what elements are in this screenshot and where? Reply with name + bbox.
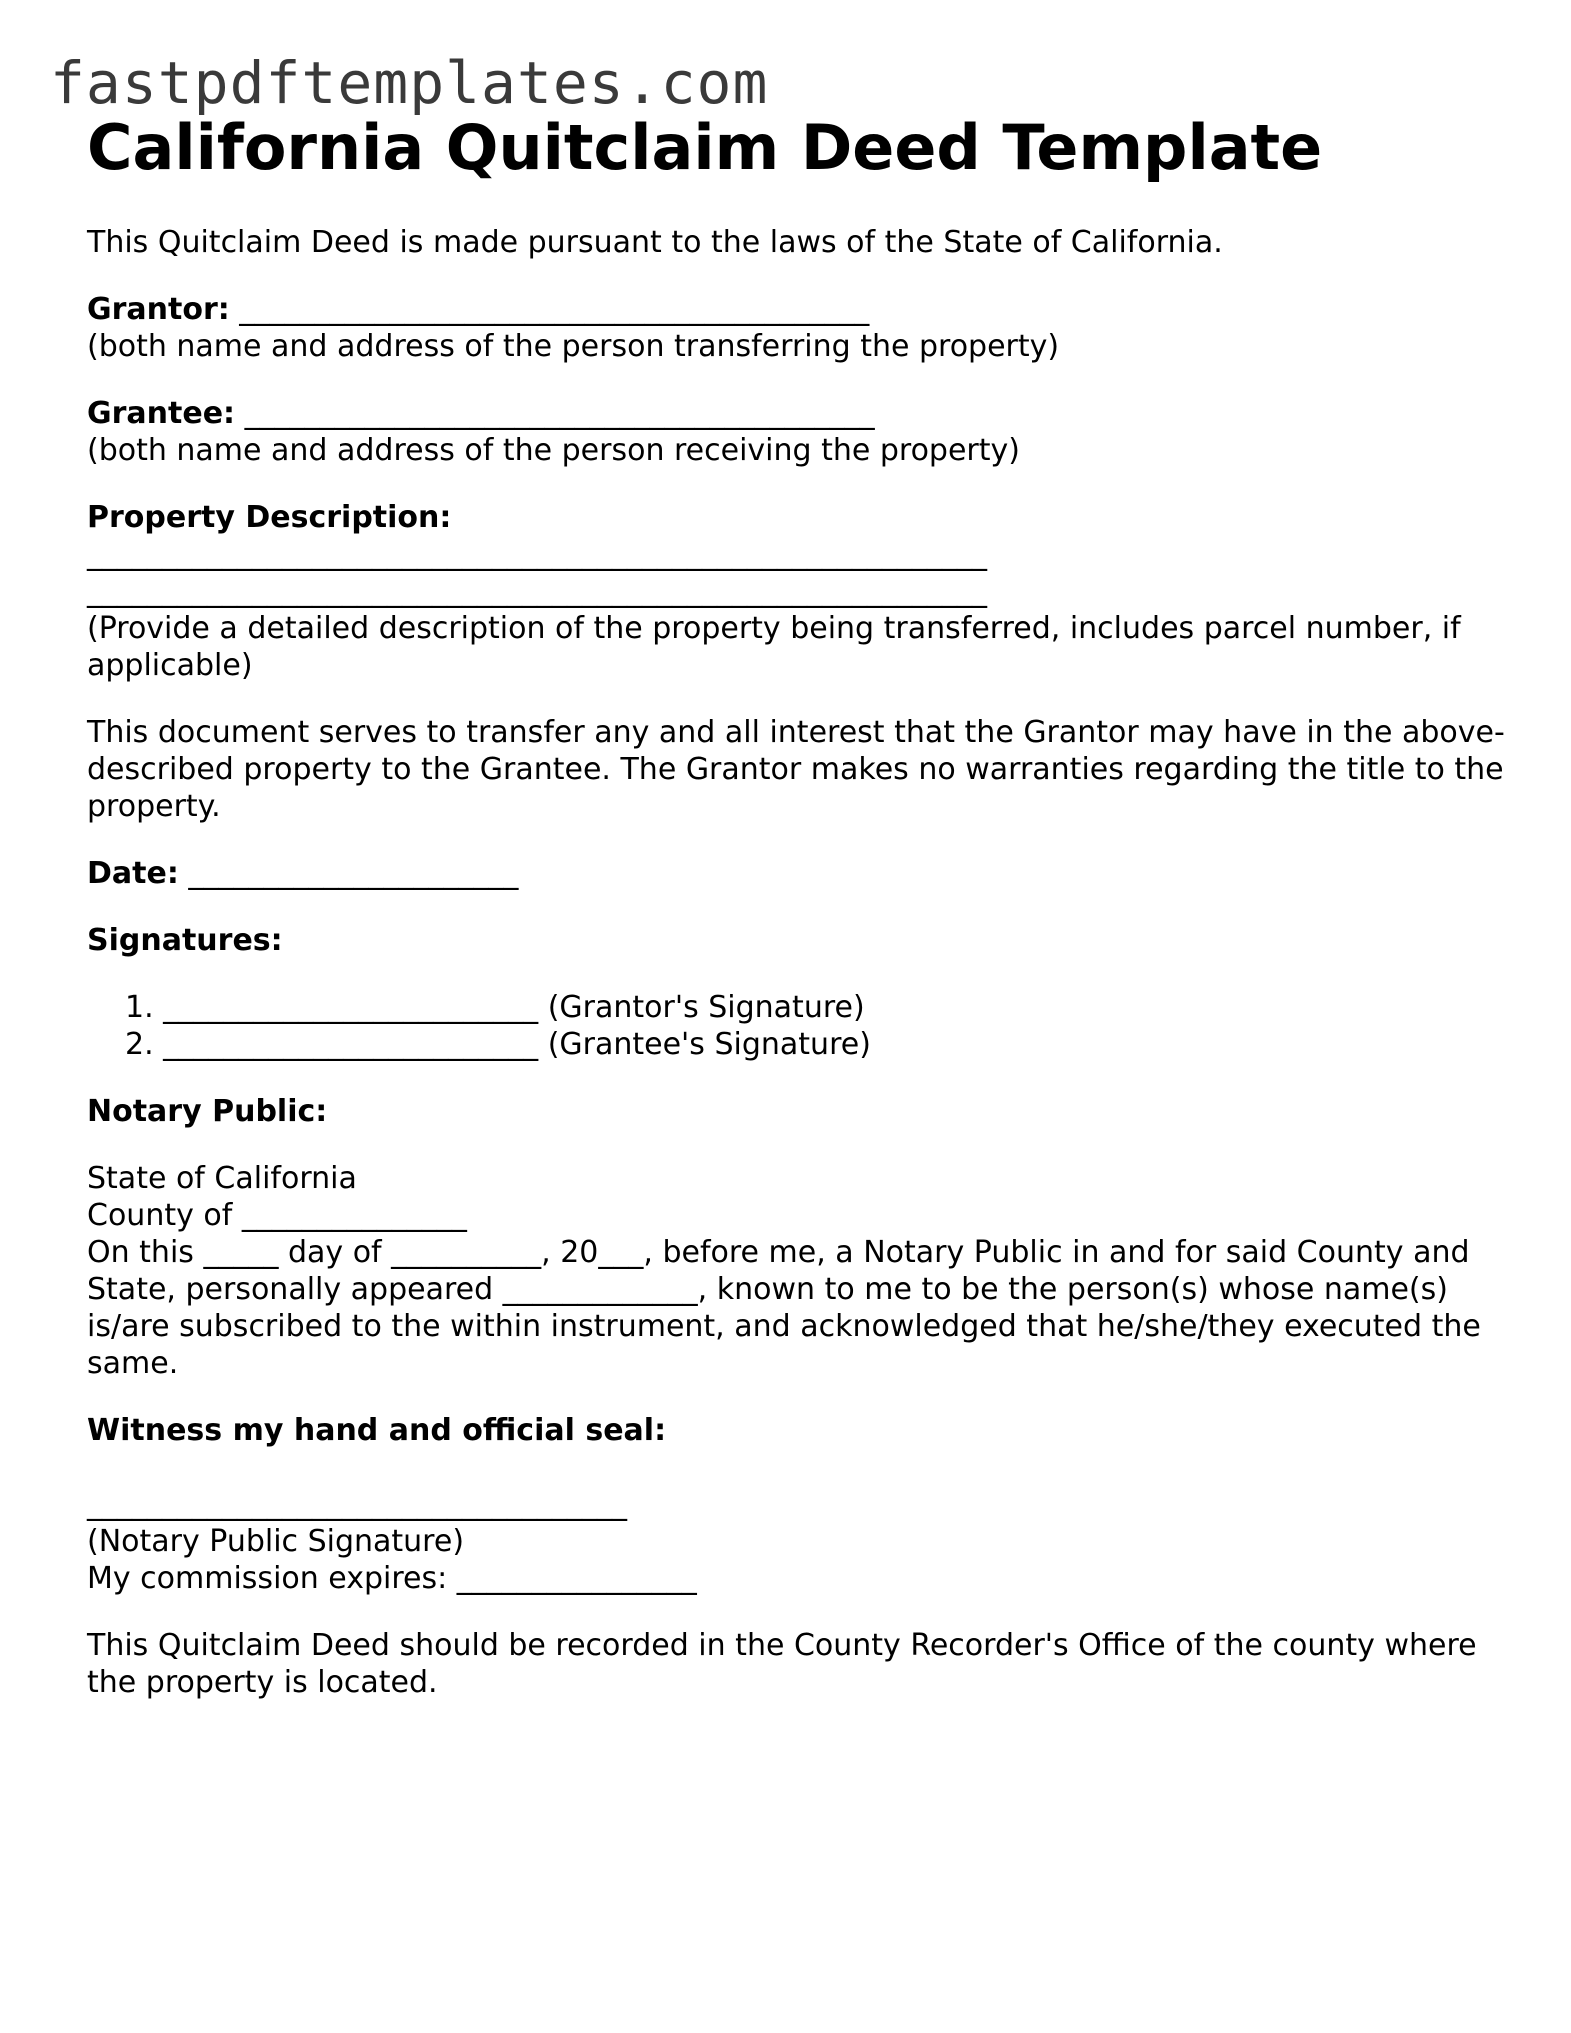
witness-label: Witness my hand and official seal: <box>87 1413 667 1448</box>
grantor-label: Grantor: <box>87 292 230 327</box>
grantor-section <box>87 291 1507 365</box>
property-label: Property Description: <box>87 500 452 535</box>
date-label: Date: <box>87 856 179 891</box>
notary-signature-caption: (Notary Public Signature) <box>87 1524 465 1559</box>
property-field-line-1[interactable]: ____________________________________________________________ <box>87 537 987 572</box>
document <box>87 112 1507 1731</box>
property-section <box>87 499 1507 684</box>
notary-acknowledgment: On this _____ day of __________, 20___, before me, a Notary Public in and for said County and State, personally appeared _____________, known to me to be the person(s) whose name(s) is/are subscribed to the within instrument, and acknowledged that he/she/they executed the same. <box>87 1235 1481 1381</box>
spacer <box>87 1449 1507 1486</box>
grantee-label: Grantee: <box>87 396 236 431</box>
grantee-field[interactable]: __________________________________________ <box>235 396 875 431</box>
date-field[interactable]: ______________________ <box>178 856 519 891</box>
grantee-section <box>87 395 1507 469</box>
commission-expires[interactable]: My commission expires: ________________ <box>87 1561 697 1596</box>
intro-text: This Quitclaim Deed is made pursuant to the laws of the State of California. <box>87 225 1223 260</box>
grantor-field[interactable]: __________________________________________ <box>229 292 870 327</box>
grantee-signature-line[interactable]: 2. _________________________ (Grantee's Signature) <box>125 1027 871 1062</box>
grantee-row <box>87 395 1507 432</box>
witness-section <box>87 1412 1507 1597</box>
transfer-statement: This document serves to transfer any and all interest that the Grantor may have in the above-described property to the Grantee. The Grantor makes no warranties regarding the title to the property. <box>87 715 1505 824</box>
recording-note: This Quitclaim Deed should be recorded in the County Recorder's Office of the county where the property is located. <box>87 1628 1477 1700</box>
grantor-signature-line[interactable]: 1. _________________________ (Grantor's Signature) <box>125 990 865 1025</box>
property-field-line-2[interactable]: ____________________________________________________________ <box>87 574 987 609</box>
notary-state: State of California <box>87 1161 357 1196</box>
notary-county[interactable]: County of _______________ <box>87 1198 467 1233</box>
grantor-note: (both name and address of the person transferring the property) <box>87 329 1060 364</box>
notary-label: Notary Public: <box>87 1094 328 1129</box>
signatures-label: Signatures: <box>87 923 283 958</box>
signature-list <box>87 989 1507 1063</box>
property-note: (Provide a detailed description of the property being transferred, includes parcel number, if applicable) <box>87 611 1461 683</box>
page-title: California Quitclaim Deed Template <box>87 111 1323 184</box>
grantor-row <box>87 291 1507 328</box>
date-section <box>87 855 1507 892</box>
notary-signature-line[interactable]: ____________________________________ <box>87 1487 627 1522</box>
grantee-note: (both name and address of the person receiving the property) <box>87 433 1020 468</box>
watermark: fastpdftemplates.com <box>50 49 769 117</box>
notary-section <box>87 1160 1507 1382</box>
